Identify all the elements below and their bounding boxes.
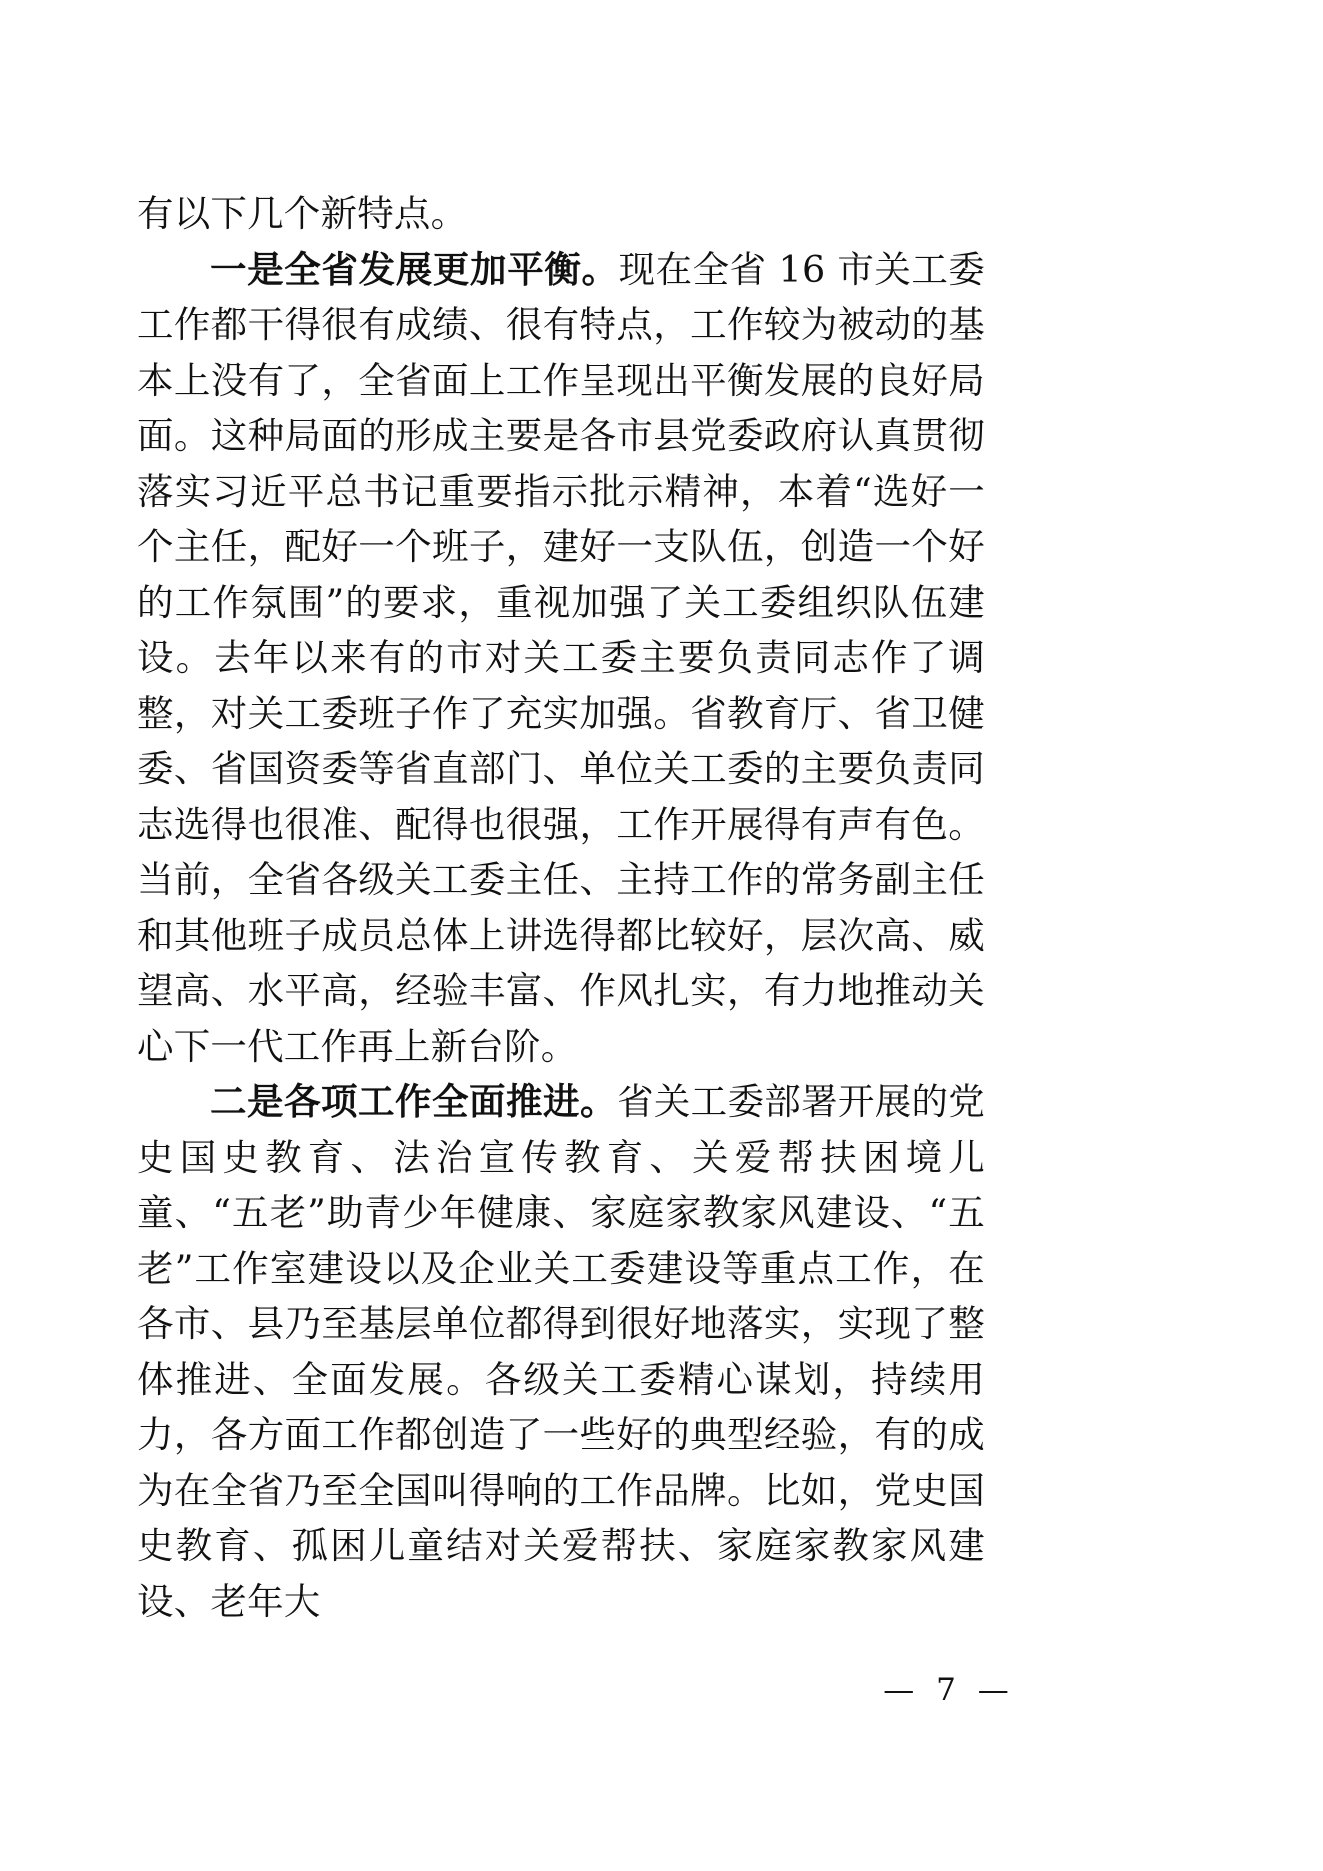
paragraph-point-one [137,242,985,1075]
paragraph-point-two-lead: 二是各项工作全面推进。 [210,1080,618,1123]
page-number: — 7 — [883,1672,1015,1708]
paragraph-point-two [137,1074,985,1629]
paragraph-point-one-lead: 一是全省发展更加平衡。 [210,247,619,291]
paragraph-intro [137,186,985,242]
page-footer [0,1672,1323,1708]
page-text-column [137,186,985,1629]
paragraph-point-one-text: 现在全省 16 市关工委工作都干得很有成绩、很有特点，工作较为被动的基本上没有了，全省面上工作呈现出平衡发展的良好局面。这种局面的形成主要是各市县党委政府认真贯彻落实习近平总书记重要指示批示精神，本着“选好一个主任，配好一个班子，建好一支队伍，创造一个好的工作氛围”的要求，重视加强了关工委组织队伍建设。去年以来有的市对关工委主要负责同志作了调整，对关工委班子作了充实加强。省教育厅、省卫健委、省国资委等省直部门、单位关工委的主要负责同志选得也很准、配得也很强，工作开展得有声有色。当前，全省各级关工委主任、主持工作的常务副主任和其他班子成员总体上讲选得都比较好，层次高、威望高、水平高，经验丰富、作风扎实，有力地推动关心下一代工作再上新台阶。 [137,247,985,1068]
paragraph-intro-text: 有以下几个新特点。 [137,192,468,235]
paragraph-point-two-text: 省关工委部署开展的党史国史教育、法治宣传教育、关爱帮扶困境儿童、“五老”助青少年健康、家庭家教家风建设、“五老”工作室建设以及企业关工委建设等重点工作，在各市、县乃至基层单位都得到很好地落实，实现了整体推进、全面发展。各级关工委精心谋划，持续用力，各方面工作都创造了一些好的典型经验，有的成为在全省乃至全国叫得响的工作品牌。比如，党史国史教育、孤困儿童结对关爱帮扶、家庭家教家风建设、老年大 [137,1080,986,1623]
